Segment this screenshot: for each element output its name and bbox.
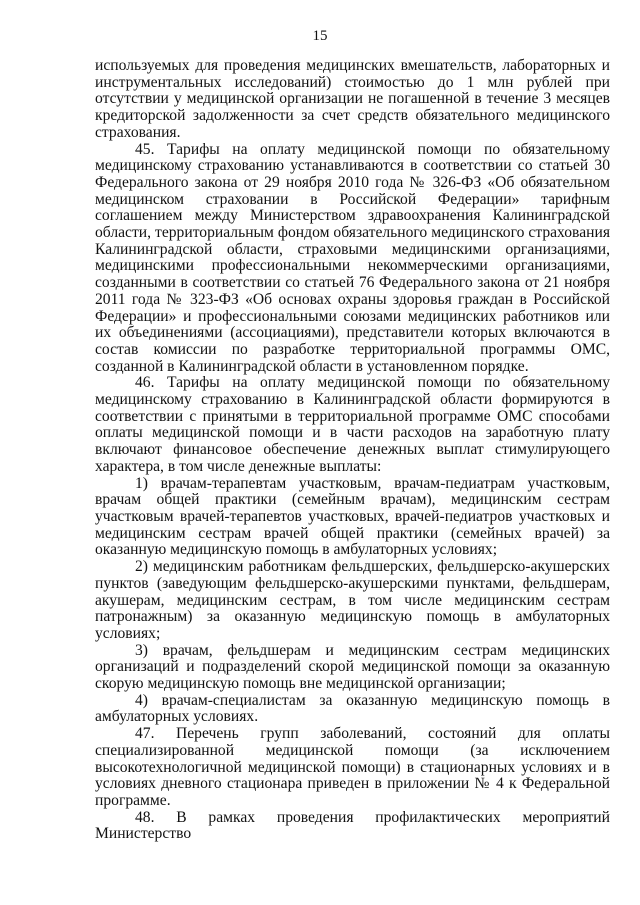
document-body [95, 58, 610, 843]
paragraph-45: 45. Тарифы на оплату медицинской помощи по обязательному медицинскому страхованию устанавливаются в соответствии со статьей 30 Федерального закона от 29 ноября 2010 года № 326-ФЗ «Об обязательном медицинском страховании в Российской Федерации» тарифным соглашением между Министерством здравоохранения Калининградской области, территориальным фондом обязательного медицинского страхования Калининградской области, страховыми медицинскими организациями, медицинскими профессиональными некоммерческими организациями, созданными в соответствии со статьей 76 Федерального закона от 21 ноября 2011 года № 323-ФЗ «Об основах охраны здоровья граждан в Российской Федерации» и профессиональными союзами медицинских работников или их объединениями (ассоциациями), представители которых включаются в состав комиссии по разработке территориальной программы ОМС, созданной в Калининградской области в установленном порядке. [95, 140, 610, 375]
page-number: 15 [312, 28, 328, 44]
paragraph-47: 47. Перечень групп заболеваний, состояний для оплаты специализированной медицинской помощи (за исключением высокотехнологичной медицинской помощи) в стационарных условиях и в условиях дневного стационара приведен в приложении № 4 к Федеральной программе. [95, 725, 610, 809]
list-item-1: 1) врачам-терапевтам участковым, врачам-педиатрам участковым, врачам общей практики (семейным врачам), медицинским сестрам участковым врачей-терапевтов участковых, врачей-педиатров участковых и медицинским сестрам врачей общей практики (семейных врачей) за оказанную медицинскую помощь в амбулаторных условиях; [95, 474, 610, 559]
paragraph-46: 46. Тарифы на оплату медицинской помощи по обязательному медицинскому страхованию в Калининградской области формируются в соответствии с принятыми в территориальной программе ОМС способами оплаты медицинской помощи и в части расходов на заработную плату включают финансовое обеспечение денежных выплат стимулирующего характера, в том числе денежные выплаты: [95, 374, 610, 475]
list-item-4: 4) врачам-специалистам за оказанную медицинскую помощь в амбулаторных условиях. [95, 691, 610, 726]
paragraph-continuation: используемых для проведения медицинских вмешательств, лабораторных и инструментальных исследований) стоимостью до 1 млн рублей при отсутствии у медицинской организации не погашенной в течение 3 месяцев кредиторской задолженности за счет средств обязательного медицинского страхования. [95, 57, 610, 141]
list-item-2: 2) медицинским работникам фельдшерских, фельдшерско-акушерских пунктов (заведующим фельдшерско-акушерскими пунктами, фельдшерам, акушерам, медицинским сестрам, в том числе медицинским сестрам патронажным) за оказанную медицинскую помощь в амбулаторных условиях; [95, 558, 610, 642]
paragraph-48: 48. В рамках проведения профилактических мероприятий Министерство [95, 808, 610, 843]
list-item-3: 3) врачам, фельдшерам и медицинским сестрам медицинских организаций и подразделений скорой медицинской помощи за оказанную скорую медицинскую помощь вне медицинской организации; [95, 641, 610, 693]
